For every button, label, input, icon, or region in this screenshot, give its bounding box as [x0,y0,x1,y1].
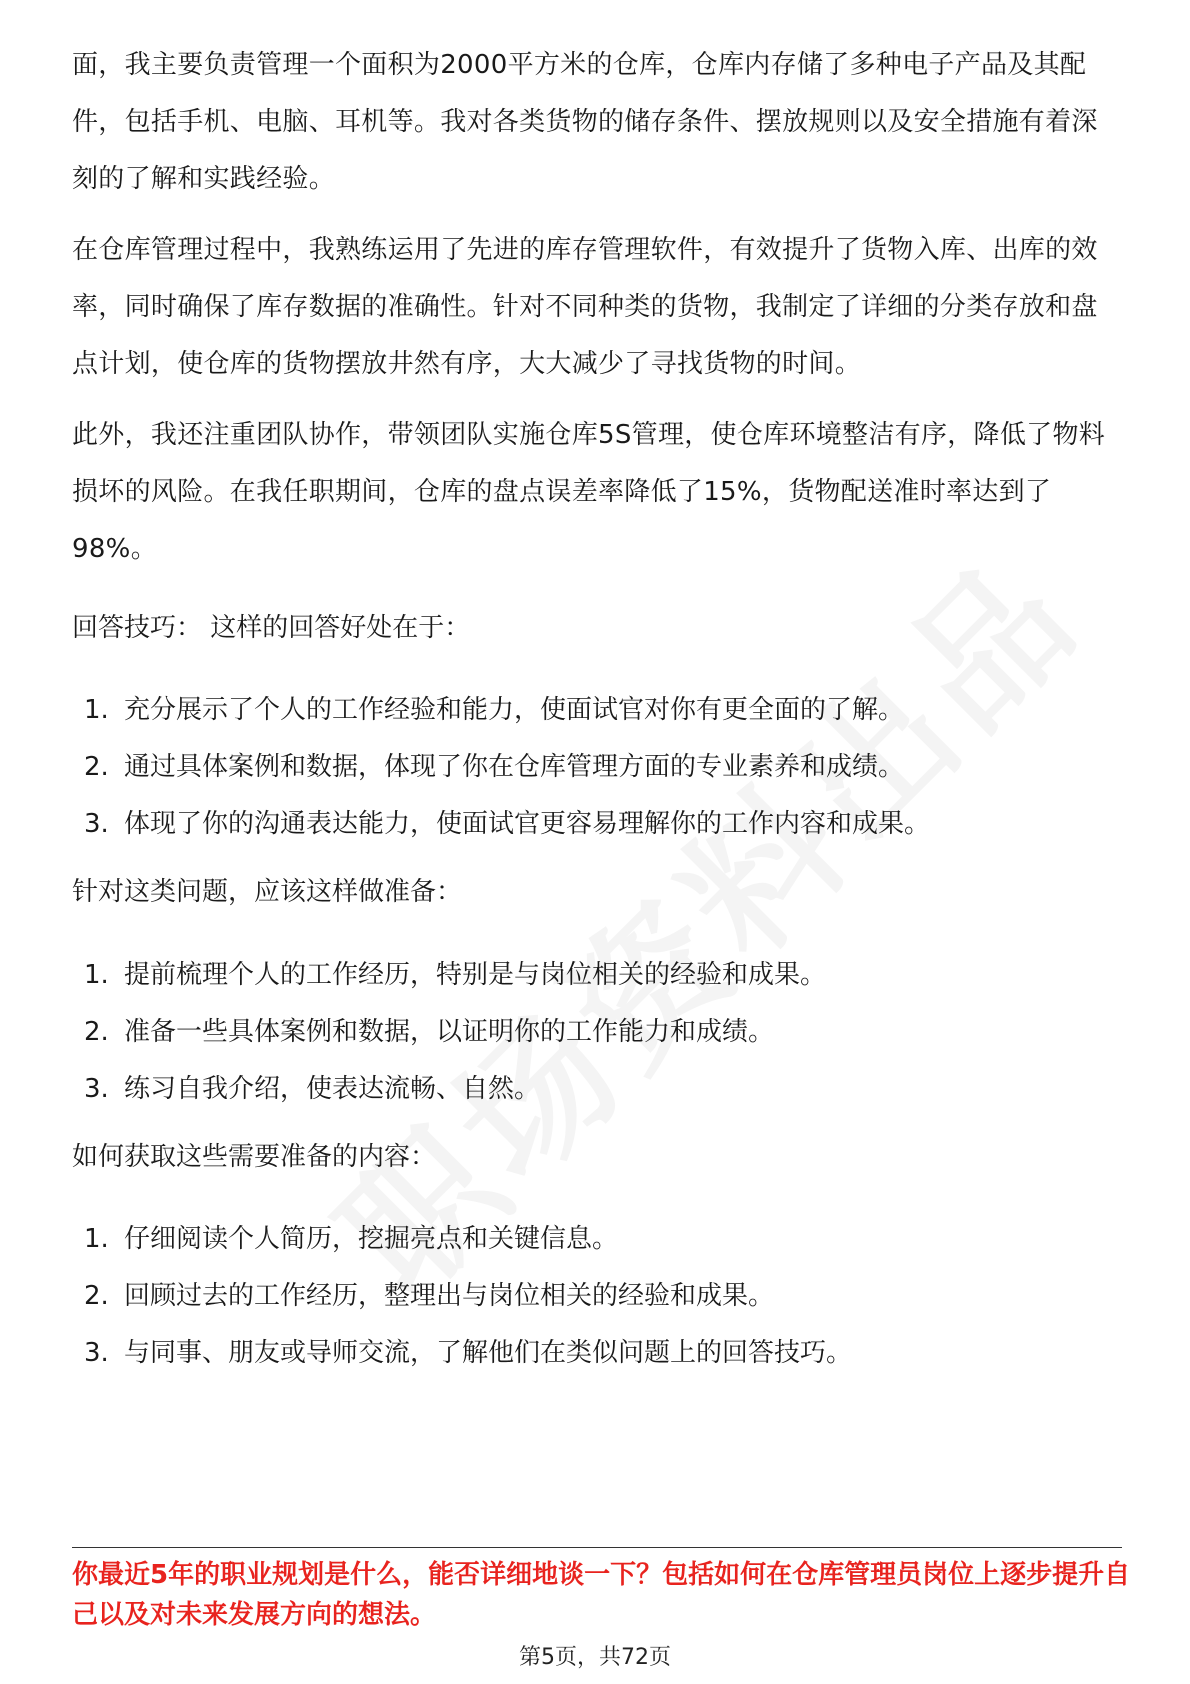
list-number: 1. [84,695,109,725]
list-text: 充分展示了个人的工作经验和能力，使面试官对你有更全面的了解。 [124,695,905,725]
obtain-list [84,1219,852,1390]
list-text: 通过具体案例和数据，体现了你在仓库管理方面的专业素养和成绩。 [124,752,905,782]
prepare-list [84,955,826,1126]
page-number: 第5页，共72页 [519,1645,671,1670]
list-text: 练习自我介绍，使表达流畅、自然。 [124,1074,541,1104]
list-item [84,1012,826,1069]
watermark [285,543,1074,1332]
list-item [84,690,930,747]
list-text: 提前梳理个人的工作经历，特别是与岗位相关的经验和成果。 [124,960,827,990]
tips-list [84,690,930,861]
list-number: 2. [84,1017,109,1047]
paragraph-1: 面，我主要负责管理一个面积为2000平方米的仓库，仓库内存储了多种电子产品及其配件，包括手机、电脑、耳机等。我对各类货物的储存条件、摆放规则以及安全措施有着深刻的了解和实践经验。 [72,50,1098,194]
list-item [84,1069,826,1126]
next-question: 你最近5年的职业规划是什么，能否详细地谈一下？包括如何在仓库管理员岗位上逐步提升自己以及对未来发展方向的想法。 [72,1560,1131,1630]
list-text: 与同事、朋友或导师交流，了解他们在类似问题上的回答技巧。 [124,1338,853,1368]
list-item [84,747,930,804]
list-item [84,804,930,861]
list-text: 回顾过去的工作经历，整理出与岗位相关的经验和成果。 [124,1281,775,1311]
list-number: 1. [84,1224,109,1254]
section-divider [72,1547,1122,1548]
list-number: 2. [84,752,109,782]
list-text: 仔细阅读个人简历，挖掘亮点和关键信息。 [124,1224,619,1254]
list-text: 体现了你的沟通表达能力，使面试官更容易理解你的工作内容和成果。 [124,809,931,839]
list-number: 3. [84,1074,109,1104]
paragraph-2: 在仓库管理过程中，我熟练运用了先进的库存管理软件，有效提升了货物入库、出库的效率，同时确保了库存数据的准确性。针对不同种类的货物，我制定了详细的分类存放和盘点计划，使仓库的货物摆放井然有序，大大减少了寻找货物的时间。 [72,235,1098,379]
section-heading-prepare: 针对这类问题，应该这样做准备： [72,877,463,907]
paragraph-3: 此外，我还注重团队协作，带领团队实施仓库5S管理，使仓库环境整洁有序，降低了物料损坏的风险。在我任职期间，仓库的盘点误差率降低了15%，货物配送准时率达到了98%。 [72,420,1106,564]
list-item [84,1276,852,1333]
list-item [84,1219,852,1276]
list-text: 准备一些具体案例和数据，以证明你的工作能力和成绩。 [124,1017,775,1047]
list-number: 3. [84,809,109,839]
list-item [84,1333,852,1390]
section-heading-tips: 回答技巧： 这样的回答好处在于： [72,613,471,643]
section-heading-obtain: 如何获取这些需要准备的内容： [72,1142,437,1172]
list-item [84,955,826,1012]
list-number: 3. [84,1338,109,1368]
list-number: 2. [84,1281,109,1311]
list-number: 1. [84,960,109,990]
